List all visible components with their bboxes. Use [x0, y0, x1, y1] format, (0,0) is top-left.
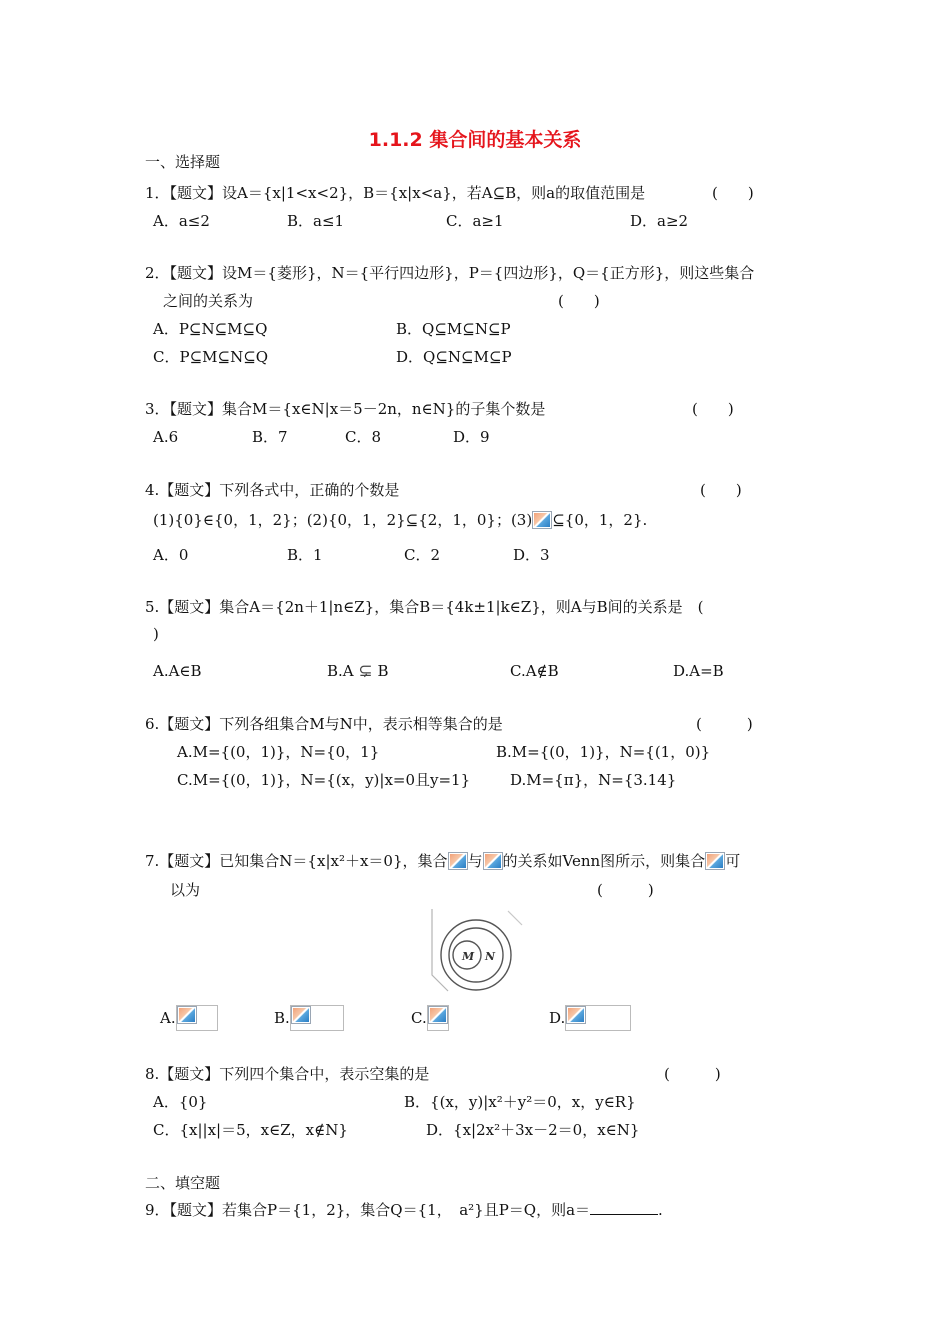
question-5-stem-line2: )	[153, 625, 159, 643]
image-placeholder-icon	[705, 852, 725, 870]
question-1-option-a: A．a≤2	[153, 212, 210, 230]
image-placeholder-icon	[291, 1006, 311, 1024]
question-5-option-d: D.A=B	[673, 662, 724, 680]
image-placeholder-icon	[177, 1006, 197, 1024]
question-2-stem-line2: 之间的关系为	[163, 292, 254, 310]
question-7-option-d-label: D.	[549, 1009, 566, 1027]
question-4-statements	[153, 510, 647, 530]
question-8-option-d: D．{x|2x²＋3x－2＝0，x∈N}	[426, 1121, 640, 1139]
question-5-option-b-suffix: B	[377, 662, 389, 680]
question-1-option-c: C．a≥1	[446, 212, 504, 230]
option-image-frame	[176, 1005, 218, 1031]
question-7-stem-line2: 以为	[170, 881, 201, 899]
question-6-stem: 6.【题文】下列各组集合M与N中，表示相等集合的是	[145, 715, 503, 733]
question-3-option-b: B．7	[252, 428, 288, 446]
question-7-option-b-label: B.	[274, 1009, 290, 1027]
question-6-paren: ( )	[696, 715, 753, 733]
question-3-stem: 3．【题文】集合M＝{x∈N|x＝5－2n，n∈N}的子集个数是	[145, 400, 546, 418]
question-8-paren: ( )	[664, 1065, 721, 1083]
page-title: 1.1.2 集合间的基本关系	[368, 129, 582, 151]
question-2-option-c: C．P⊆M⊆N⊆Q	[153, 348, 269, 366]
question-4-option-b: B．1	[287, 546, 323, 564]
question-7-stem-part2: 与	[467, 852, 483, 870]
image-placeholder-icon	[532, 511, 552, 529]
question-9	[145, 1200, 663, 1220]
question-7-stem-part3: 的关系如Venn图所示，则集合	[502, 852, 706, 870]
question-1-stem: 1．【题文】设A＝{x|1<x<2}，B＝{x|x<a}，若A⊆B，则a的取值范围是	[145, 184, 646, 202]
question-5-option-b	[327, 661, 388, 681]
question-8-option-c: C．{x||x|＝5，x∈Z，x∉N}	[153, 1121, 348, 1139]
image-placeholder-icon	[448, 852, 468, 870]
question-4-option-c: C．2	[404, 546, 441, 564]
proper-subset-symbol: ⊊	[358, 661, 373, 681]
question-2-option-a: A．P⊆N⊆M⊆Q	[153, 320, 268, 338]
question-4-paren: ( )	[700, 481, 742, 499]
question-1-option-d: D．a≥2	[630, 212, 689, 230]
question-3-option-d: D．9	[453, 428, 490, 446]
question-7-stem	[145, 851, 740, 871]
question-2-paren: ( )	[558, 292, 600, 310]
option-image-frame	[427, 1005, 449, 1031]
venn-label-n: N	[485, 950, 496, 963]
option-image-frame	[290, 1005, 344, 1031]
question-2-option-d: D．Q⊆N⊆M⊆P	[396, 348, 512, 366]
section-heading-choice: 一、选择题	[145, 153, 221, 171]
question-7-option-d	[549, 1005, 631, 1031]
question-3-option-a: A.6	[153, 428, 179, 446]
image-placeholder-icon	[483, 852, 503, 870]
question-4-option-d: D．3	[513, 546, 550, 564]
question-4-statements-part2: ⊆{0，1，2}.	[552, 511, 648, 529]
question-1-paren: ( )	[712, 184, 754, 202]
image-placeholder-icon	[428, 1006, 448, 1024]
question-4-statements-part1: (1){0}∈{0，1，2}；(2){0，1，2}⊆{2，1，0}；(3)	[153, 511, 533, 529]
question-7-option-a	[160, 1005, 218, 1031]
question-4-stem: 4.【题文】下列各式中，正确的个数是	[145, 481, 400, 499]
question-3-option-c: C．8	[345, 428, 382, 446]
section-heading-fill: 二、填空题	[145, 1174, 221, 1192]
question-9-end: .	[658, 1201, 663, 1219]
question-7-option-b	[274, 1005, 344, 1031]
question-6-option-d: D.M={π}，N={3.14}	[510, 771, 677, 789]
question-7-paren: ( )	[597, 881, 654, 899]
question-6-option-b: B.M={(0，1)}，N={(1，0)}	[496, 743, 711, 761]
question-7-option-c-label: C.	[411, 1009, 427, 1027]
question-9-stem: 9．【题文】若集合P＝{1，2}，集合Q＝{1， a²}且P＝Q，则a＝	[145, 1201, 591, 1219]
question-8-option-a: A．{0}	[153, 1093, 208, 1111]
question-5-option-c: C.A∉B	[510, 662, 559, 680]
question-8-option-b: B．{(x，y)|x²＋y²＝0，x，y∈R}	[404, 1093, 636, 1111]
option-image-frame	[565, 1005, 631, 1031]
question-7-option-a-label: A.	[160, 1009, 176, 1027]
question-4-option-a: A．0	[153, 546, 189, 564]
question-1-option-b: B．a≤1	[287, 212, 345, 230]
question-8-stem: 8.【题文】下列四个集合中，表示空集的是	[145, 1065, 430, 1083]
image-placeholder-icon	[566, 1006, 586, 1024]
question-3-paren: ( )	[692, 400, 734, 418]
question-7-stem-part4: 可	[725, 852, 741, 870]
question-6-option-c: C.M={(0，1)}，N={(x，y)|x=0且y=1}	[177, 771, 471, 789]
question-5-option-b-prefix: B.A	[327, 662, 354, 680]
question-5-option-a: A.A∈B	[153, 662, 202, 680]
question-2-stem: 2．【题文】设M＝{菱形}，N＝{平行四边形}，P＝{四边形}，Q＝{正方形}，则这些集合	[145, 264, 755, 282]
question-7-option-c	[411, 1005, 449, 1031]
answer-blank[interactable]	[590, 1200, 658, 1215]
venn-label-m: M	[462, 950, 475, 963]
venn-diagram	[420, 905, 530, 1005]
question-5-stem: 5.【题文】集合A＝{2n＋1|n∈Z}，集合B＝{4k±1|k∈Z}，则A与B间的关系是 (	[145, 598, 704, 616]
question-7-stem-part1: 7.【题文】已知集合N＝{x|x²＋x＝0}，集合	[145, 852, 448, 870]
question-2-option-b: B．Q⊆M⊆N⊆P	[396, 320, 511, 338]
question-6-option-a: A.M={(0，1)}，N={0，1}	[177, 743, 380, 761]
